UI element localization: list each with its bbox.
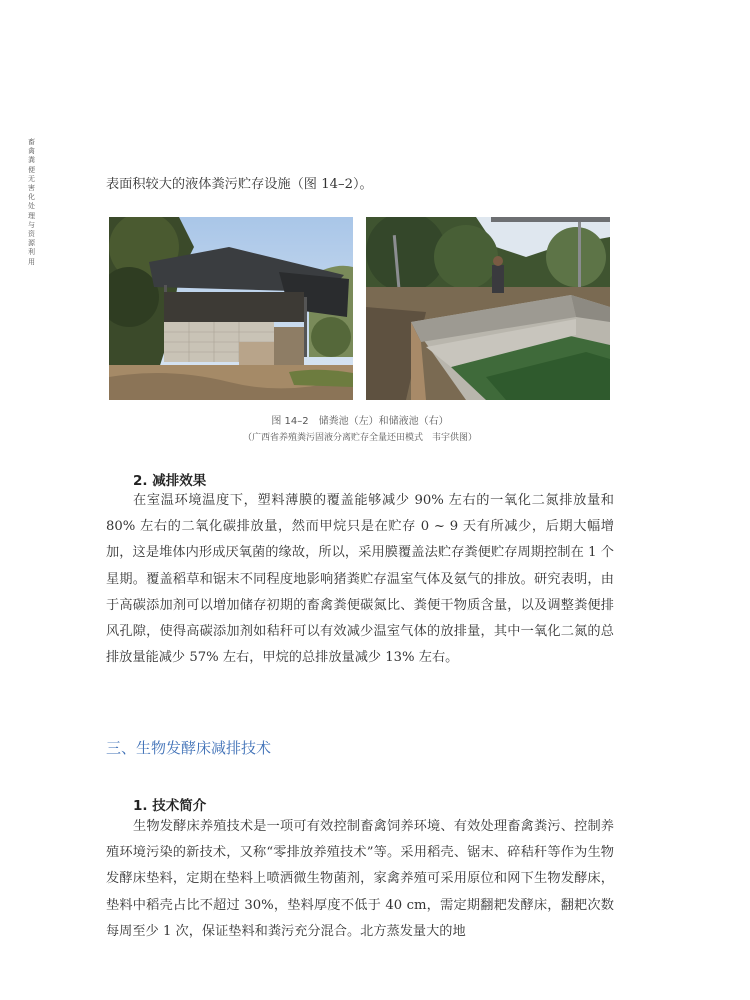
figure-caption: 图 14–2 储粪池（左）和储液池（右） bbox=[271, 416, 449, 427]
running-side-title: 畜禽粪便无害化处理与资源利用 bbox=[28, 138, 35, 266]
subsection-heading-emission-reduction: 2. 减排效果 bbox=[133, 473, 207, 489]
figure-photo-right-liquid-pond bbox=[366, 217, 610, 400]
subsection-heading-technology-intro: 1. 技术简介 bbox=[133, 798, 207, 814]
figure-photo-left-manure-pit bbox=[109, 217, 353, 400]
paragraph-technology-intro: 生物发酵床养殖技术是一项可有效控制畜禽饲养环境、有效处理畜禽粪污、控制养殖环境污染的新技术，又称“零排放养殖技术”等。采用稻壳、锯末、碎秸秆等作为生物发酵床垫料，定期在垫料上喷洒微生物菌剂，家禽养殖可采用原位和网下生物发酵床，垫料中稻壳占比不超过 30%，垫料厚度不低于 40 cm，需定期翻耙发酵床，翻耙次数每周至少 1 次，保证垫料和粪污充分混合。北方蒸发量大的地 bbox=[106, 819, 614, 939]
figure-source-credit: （广西省养殖粪污固液分离贮存全量还田模式 韦宇供图） bbox=[242, 433, 477, 443]
intro-line: 表面积较大的液体粪污贮存设施（图 14–2）。 bbox=[106, 177, 373, 192]
section-heading-bio-fermentation: 三、生物发酵床减排技术 bbox=[106, 739, 272, 757]
paragraph-emission-reduction: 在室温环境温度下，塑料薄膜的覆盖能够减少 90% 左右的一氧化二氮排放量和 80% 左右的二氧化碳排放量，然而甲烷只是在贮存 0 ~ 9 天有所减少，后期大幅增加，这是堆体内形成厌氧菌的缘故，所以，采用膜覆盖法贮存粪便贮存周期控制在 1 个星期。覆盖稻草和锯末不同程度地影响猪粪贮存温室气体及氨气的排放。研究表明，由于高碳添加剂可以增加储存初期的畜禽粪便碳氮比、粪便干物质含量，以及调整粪便排风孔隙，使得高碳添加剂如秸秆可以有效减少温室气体的放排量，其中一氧化二氮的总排放量能减少 57% 左右，甲烷的总排放量减少 13% 左右。 bbox=[106, 493, 614, 666]
